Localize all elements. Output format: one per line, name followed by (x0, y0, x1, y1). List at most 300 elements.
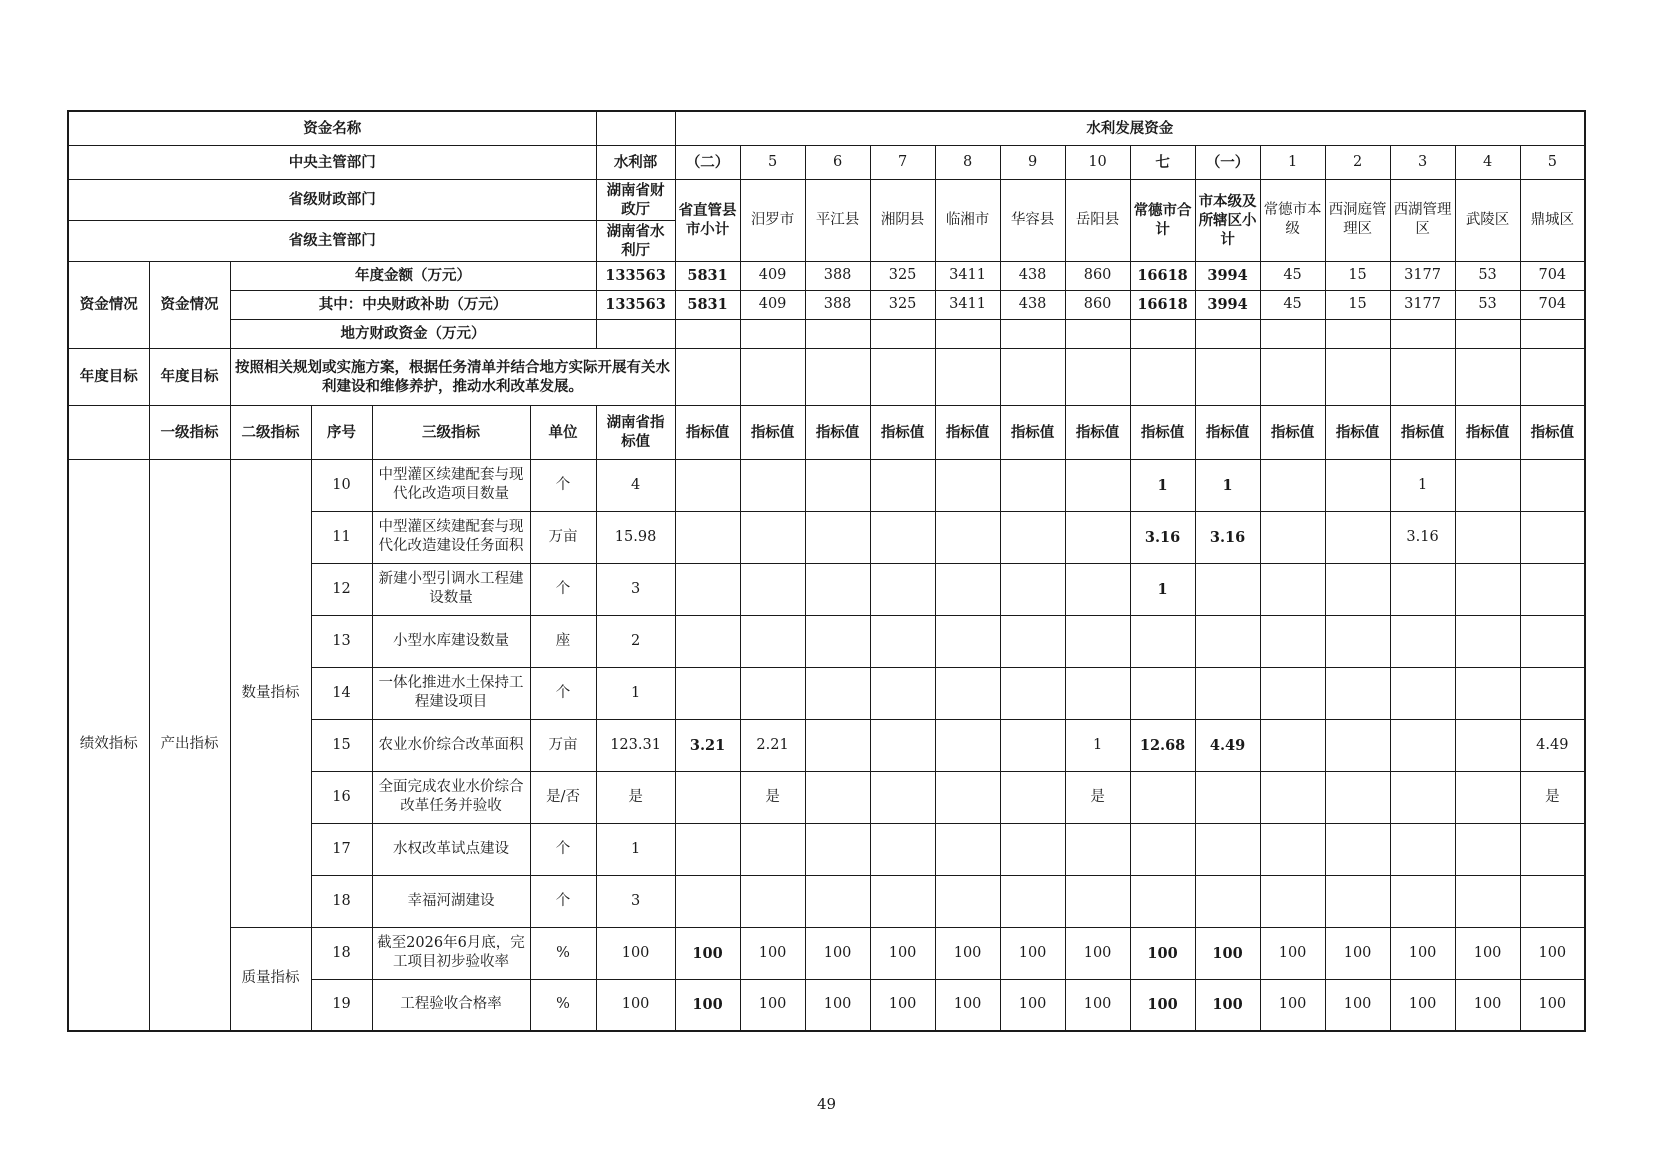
quality-indicator-label: 质量指标 (230, 927, 311, 1031)
indicator-value (740, 459, 805, 511)
indicator-value (1390, 667, 1455, 719)
indicator-value: 100 (1065, 979, 1130, 1031)
goal-value (1000, 348, 1065, 405)
indicator-value: 100 (1000, 979, 1065, 1031)
indicator-value (1325, 563, 1390, 615)
goal-value (805, 348, 870, 405)
indicator-value (675, 875, 740, 927)
indicator-unit: 万亩 (530, 719, 596, 771)
indicator-value (1000, 719, 1065, 771)
indicator-value (1195, 667, 1260, 719)
indicator-unit: 是/否 (530, 771, 596, 823)
central-subsidy-total: 133563 (596, 290, 675, 319)
annual-amount-value: 3177 (1390, 261, 1455, 290)
indicator-value (1325, 875, 1390, 927)
region-code: 10 (1065, 145, 1130, 179)
indicator-value (870, 563, 935, 615)
indicator-value (805, 511, 870, 563)
ind-header-level1: 一级指标 (149, 405, 230, 459)
central-subsidy-label: 其中：中央财政补助（万元） (230, 290, 596, 319)
region-code: 1 (1260, 145, 1325, 179)
central-subsidy-value: 16618 (1130, 290, 1195, 319)
region-code: 3 (1390, 145, 1455, 179)
indicator-value: 100 (870, 927, 935, 979)
indicator-name: 全面完成农业水价综合改革任务并验收 (372, 771, 530, 823)
prov-finance: 湖南省财政厅 (596, 179, 675, 220)
central-subsidy-value: 325 (870, 290, 935, 319)
indicator-value (1455, 823, 1520, 875)
indicator-value (1455, 511, 1520, 563)
indicator-seq: 12 (311, 563, 372, 615)
indicator-value (1390, 771, 1455, 823)
indicator-value: 100 (675, 979, 740, 1031)
indicator-value (1065, 667, 1130, 719)
indicator-value (870, 511, 935, 563)
indicator-value (1000, 459, 1065, 511)
local-funds-value (1520, 319, 1585, 348)
indicator-value (1000, 615, 1065, 667)
indicator-value (1455, 719, 1520, 771)
indicator-value (1130, 667, 1195, 719)
indicator-value (1000, 563, 1065, 615)
indicator-value (675, 459, 740, 511)
indicator-province-value: 3 (596, 875, 675, 927)
region-code: 5 (740, 145, 805, 179)
indicator-value (675, 563, 740, 615)
indicator-value (1195, 563, 1260, 615)
annual-amount-value: 438 (1000, 261, 1065, 290)
goal-value (870, 348, 935, 405)
local-funds-value (805, 319, 870, 348)
indicator-row (68, 459, 1585, 511)
local-funds-value (1325, 319, 1390, 348)
annual-amount-value: 388 (805, 261, 870, 290)
indicator-value: 100 (1455, 927, 1520, 979)
indicator-name: 截至2026年6月底，完工项目初步验收率 (372, 927, 530, 979)
page-number: 49 (816, 1095, 837, 1113)
local-funds-value (740, 319, 805, 348)
central-subsidy-value: 3177 (1390, 290, 1455, 319)
indicator-value (805, 719, 870, 771)
indicator-value: 3.21 (675, 719, 740, 771)
indicator-value (740, 511, 805, 563)
annual-amount-value: 15 (1325, 261, 1390, 290)
indicator-value: 1 (1065, 719, 1130, 771)
indicator-value (1390, 823, 1455, 875)
region-name: 西湖管理区 (1390, 179, 1455, 261)
indicator-value (1260, 823, 1325, 875)
ind-header-value: 指标值 (870, 405, 935, 459)
region-code: 8 (935, 145, 1000, 179)
indicator-unit: 座 (530, 615, 596, 667)
indicator-name: 小型水库建设数量 (372, 615, 530, 667)
indicator-value (1195, 771, 1260, 823)
goal-value (1520, 348, 1585, 405)
indicator-value (675, 771, 740, 823)
ind-header-unit: 单位 (530, 405, 596, 459)
annual-amount-value: 860 (1065, 261, 1130, 290)
indicator-value (1390, 875, 1455, 927)
local-funds-value (1065, 319, 1130, 348)
indicator-value: 100 (1065, 927, 1130, 979)
indicator-value (1520, 875, 1585, 927)
indicator-unit: 个 (530, 459, 596, 511)
ind-header-value: 指标值 (740, 405, 805, 459)
region-name: 岳阳县 (1065, 179, 1130, 261)
goal-value (1325, 348, 1390, 405)
indicator-value: 1 (1195, 459, 1260, 511)
indicator-value (1260, 511, 1325, 563)
central-subsidy-value: 3411 (935, 290, 1000, 319)
indicator-value: 100 (1130, 979, 1195, 1031)
goal-value (1130, 348, 1195, 405)
indicator-province-value: 是 (596, 771, 675, 823)
indicator-value: 100 (1130, 927, 1195, 979)
indicator-value (1065, 511, 1130, 563)
indicator-value (675, 667, 740, 719)
annual-amount-value: 5831 (675, 261, 740, 290)
indicator-seq: 19 (311, 979, 372, 1031)
indicator-value (1000, 823, 1065, 875)
local-funds-value (1455, 319, 1520, 348)
indicator-province-value: 4 (596, 459, 675, 511)
indicator-value: 100 (1195, 927, 1260, 979)
central-subsidy-value: 3994 (1195, 290, 1260, 319)
region-code: （一） (1195, 145, 1260, 179)
indicator-value (1130, 615, 1195, 667)
ind-header-value: 指标值 (1520, 405, 1585, 459)
indicator-value (935, 667, 1000, 719)
indicator-value (1520, 563, 1585, 615)
funds-inner-label: 资金情况 (149, 261, 230, 348)
annual-amount-value: 704 (1520, 261, 1585, 290)
region-name: 湘阴县 (870, 179, 935, 261)
annual-amount-value: 3994 (1195, 261, 1260, 290)
goal-value (1260, 348, 1325, 405)
indicator-value: 1 (1130, 459, 1195, 511)
indicator-value (805, 771, 870, 823)
indicator-value (1065, 563, 1130, 615)
indicator-value: 100 (1000, 927, 1065, 979)
central-subsidy-value: 409 (740, 290, 805, 319)
indicator-value (1325, 511, 1390, 563)
goal-text: 按照相关规划或实施方案，根据任务清单并结合地方实际开展有关水利建设和维修养护，推动水利改革发展。 (230, 348, 675, 405)
indicator-value (1000, 511, 1065, 563)
indicator-seq: 15 (311, 719, 372, 771)
indicator-value (935, 771, 1000, 823)
indicator-name: 水权改革试点建设 (372, 823, 530, 875)
local-funds-value (1000, 319, 1065, 348)
indicator-seq: 16 (311, 771, 372, 823)
indicator-value: 100 (675, 927, 740, 979)
indicator-province-value: 1 (596, 667, 675, 719)
ind-header-value: 指标值 (1455, 405, 1520, 459)
indicator-province-value: 2 (596, 615, 675, 667)
fund-name: 水利发展资金 (675, 111, 1585, 145)
goal-value (1065, 348, 1130, 405)
indicator-value: 100 (935, 979, 1000, 1031)
indicator-value: 是 (1520, 771, 1585, 823)
indicator-unit: 个 (530, 563, 596, 615)
ind-header-level3: 三级指标 (372, 405, 530, 459)
indicator-value (1130, 771, 1195, 823)
indicator-value: 100 (1390, 927, 1455, 979)
annual-amount-value: 53 (1455, 261, 1520, 290)
indicator-value (1000, 771, 1065, 823)
region-code: （二） (675, 145, 740, 179)
indicator-value (1325, 823, 1390, 875)
indicator-value (870, 459, 935, 511)
indicator-value (1520, 459, 1585, 511)
indicator-unit: 个 (530, 667, 596, 719)
indicator-value (1195, 875, 1260, 927)
indicator-value (740, 615, 805, 667)
indicator-value (1065, 823, 1130, 875)
region-code: 7 (870, 145, 935, 179)
indicator-value: 100 (740, 927, 805, 979)
indicator-value (870, 771, 935, 823)
indicator-value (1520, 823, 1585, 875)
region-name: 临湘市 (935, 179, 1000, 261)
local-funds-value (675, 319, 740, 348)
indicator-value: 100 (740, 979, 805, 1031)
ind-header-province: 湖南省指标值 (596, 405, 675, 459)
region-code: 七 (1130, 145, 1195, 179)
indicator-value (1195, 823, 1260, 875)
indicator-value (870, 823, 935, 875)
region-name: 武陵区 (1455, 179, 1520, 261)
region-name: 市本级及所辖区小计 (1195, 179, 1260, 261)
ind-header-value: 指标值 (935, 405, 1000, 459)
annual-amount-value: 45 (1260, 261, 1325, 290)
local-funds-value (1195, 319, 1260, 348)
region-name: 华容县 (1000, 179, 1065, 261)
indicator-name: 新建小型引调水工程建设数量 (372, 563, 530, 615)
indicator-value (935, 615, 1000, 667)
indicator-value (805, 459, 870, 511)
indicator-unit: % (530, 927, 596, 979)
indicator-value: 3.16 (1195, 511, 1260, 563)
indicator-value (1455, 771, 1520, 823)
indicator-value (1000, 667, 1065, 719)
central-subsidy-value: 5831 (675, 290, 740, 319)
region-name: 常德市本级 (1260, 179, 1325, 261)
quantity-indicator-label: 数量指标 (230, 459, 311, 927)
indicator-province-value: 1 (596, 823, 675, 875)
ind-header-value: 指标值 (675, 405, 740, 459)
indicator-unit: 个 (530, 823, 596, 875)
indicator-name: 农业水价综合改革面积 (372, 719, 530, 771)
indicator-value (935, 875, 1000, 927)
indicator-value (1520, 511, 1585, 563)
indicator-value (1195, 615, 1260, 667)
central-subsidy-value: 388 (805, 290, 870, 319)
prov-dept: 湖南省水利厅 (596, 220, 675, 261)
indicator-value (740, 823, 805, 875)
performance-category: 绩效指标 (68, 459, 149, 1031)
indicator-value (1520, 667, 1585, 719)
indicator-value (675, 615, 740, 667)
indicator-value: 12.68 (1130, 719, 1195, 771)
region-name: 常德市合计 (1130, 179, 1195, 261)
indicator-value (1520, 615, 1585, 667)
indicator-province-value: 100 (596, 927, 675, 979)
indicator-value (1260, 875, 1325, 927)
central-subsidy-value: 45 (1260, 290, 1325, 319)
region-code: 5 (1520, 145, 1585, 179)
indicator-value (740, 563, 805, 615)
central-subsidy-value: 15 (1325, 290, 1390, 319)
indicator-value (1065, 459, 1130, 511)
goal-inner-label: 年度目标 (149, 348, 230, 405)
indicator-name: 工程验收合格率 (372, 979, 530, 1031)
annual-amount-total: 133563 (596, 261, 675, 290)
ind-header-value: 指标值 (1260, 405, 1325, 459)
indicator-seq: 11 (311, 511, 372, 563)
indicator-value: 100 (805, 979, 870, 1031)
ind-header-blank (68, 405, 149, 459)
indicator-name: 一体化推进水土保持工程建设项目 (372, 667, 530, 719)
indicator-seq: 10 (311, 459, 372, 511)
indicator-value (805, 875, 870, 927)
indicator-value: 4.49 (1195, 719, 1260, 771)
local-funds-value (1260, 319, 1325, 348)
ind-header-seq: 序号 (311, 405, 372, 459)
indicator-value (1000, 875, 1065, 927)
region-name: 汨罗市 (740, 179, 805, 261)
indicator-value: 1 (1130, 563, 1195, 615)
indicator-name: 中型灌区续建配套与现代化改造建设任务面积 (372, 511, 530, 563)
ind-header-value: 指标值 (805, 405, 870, 459)
indicator-value: 100 (1195, 979, 1260, 1031)
ind-header-value: 指标值 (1065, 405, 1130, 459)
indicator-value (1325, 667, 1390, 719)
indicator-value (1455, 875, 1520, 927)
goal-value (675, 348, 740, 405)
indicator-value: 是 (1065, 771, 1130, 823)
indicator-seq: 14 (311, 667, 372, 719)
central-dept-label: 中央主管部门 (68, 145, 596, 179)
central-subsidy-value: 53 (1455, 290, 1520, 319)
indicator-value: 是 (740, 771, 805, 823)
indicator-value (1260, 615, 1325, 667)
local-funds-value (1390, 319, 1455, 348)
goal-value (1195, 348, 1260, 405)
indicator-value (935, 719, 1000, 771)
indicator-value: 100 (1455, 979, 1520, 1031)
indicator-value (1455, 615, 1520, 667)
local-funds-label: 地方财政资金（万元） (230, 319, 596, 348)
indicator-value (935, 511, 1000, 563)
indicator-value (1260, 459, 1325, 511)
indicator-value (935, 563, 1000, 615)
indicator-value (1325, 771, 1390, 823)
indicator-value (1260, 719, 1325, 771)
performance-target-table (67, 110, 1586, 1032)
central-dept: 水利部 (596, 145, 675, 179)
indicator-value (805, 563, 870, 615)
region-name: 鼎城区 (1520, 179, 1585, 261)
indicator-value (805, 667, 870, 719)
indicator-value: 100 (1260, 979, 1325, 1031)
indicator-value (1065, 615, 1130, 667)
output-indicator-label: 产出指标 (149, 459, 230, 1031)
region-code: 9 (1000, 145, 1065, 179)
indicator-value (935, 823, 1000, 875)
goal-value (935, 348, 1000, 405)
indicator-value (1455, 563, 1520, 615)
indicator-name: 幸福河湖建设 (372, 875, 530, 927)
indicator-seq: 17 (311, 823, 372, 875)
goal-value (1390, 348, 1455, 405)
annual-amount-label: 年度金额（万元） (230, 261, 596, 290)
indicator-unit: % (530, 979, 596, 1031)
indicator-unit: 个 (530, 875, 596, 927)
indicator-value: 100 (1390, 979, 1455, 1031)
indicator-value (675, 823, 740, 875)
goal-value (1455, 348, 1520, 405)
indicator-value: 100 (1325, 927, 1390, 979)
local-funds-value (1130, 319, 1195, 348)
region-code: 4 (1455, 145, 1520, 179)
ind-header-value: 指标值 (1325, 405, 1390, 459)
indicator-row (68, 927, 1585, 979)
indicator-seq: 13 (311, 615, 372, 667)
ind-header-value: 指标值 (1130, 405, 1195, 459)
goal-outer-label: 年度目标 (68, 348, 149, 405)
indicator-value (1065, 875, 1130, 927)
indicator-value (1260, 667, 1325, 719)
indicator-value (1455, 459, 1520, 511)
fund-name-label: 资金名称 (68, 111, 596, 145)
region-name: 西洞庭管理区 (1325, 179, 1390, 261)
indicator-value (870, 667, 935, 719)
indicator-value: 100 (1520, 979, 1585, 1031)
central-subsidy-value: 438 (1000, 290, 1065, 319)
indicator-value (740, 875, 805, 927)
indicator-value (1325, 459, 1390, 511)
ind-header-level2: 二级指标 (230, 405, 311, 459)
annual-amount-value: 409 (740, 261, 805, 290)
indicator-value: 3.16 (1130, 511, 1195, 563)
central-subsidy-value: 860 (1065, 290, 1130, 319)
indicator-value: 100 (935, 927, 1000, 979)
ind-header-value: 指标值 (1390, 405, 1455, 459)
fund-name-blank (596, 111, 675, 145)
indicator-unit: 万亩 (530, 511, 596, 563)
indicator-value: 3.16 (1390, 511, 1455, 563)
indicator-value (1325, 615, 1390, 667)
indicator-value (805, 615, 870, 667)
annual-amount-value: 16618 (1130, 261, 1195, 290)
funds-outer-label: 资金情况 (68, 261, 149, 348)
indicator-value: 100 (1260, 927, 1325, 979)
goal-value (740, 348, 805, 405)
indicator-value (1130, 875, 1195, 927)
indicator-province-value: 3 (596, 563, 675, 615)
indicator-value (1130, 823, 1195, 875)
indicator-value (1390, 719, 1455, 771)
indicator-province-value: 100 (596, 979, 675, 1031)
prov-dept-label: 省级主管部门 (68, 220, 596, 261)
indicator-value (1260, 771, 1325, 823)
indicator-value: 100 (1520, 927, 1585, 979)
indicator-value (1260, 563, 1325, 615)
region-code: 2 (1325, 145, 1390, 179)
indicator-value: 100 (805, 927, 870, 979)
indicator-value (675, 511, 740, 563)
local-funds-value (935, 319, 1000, 348)
